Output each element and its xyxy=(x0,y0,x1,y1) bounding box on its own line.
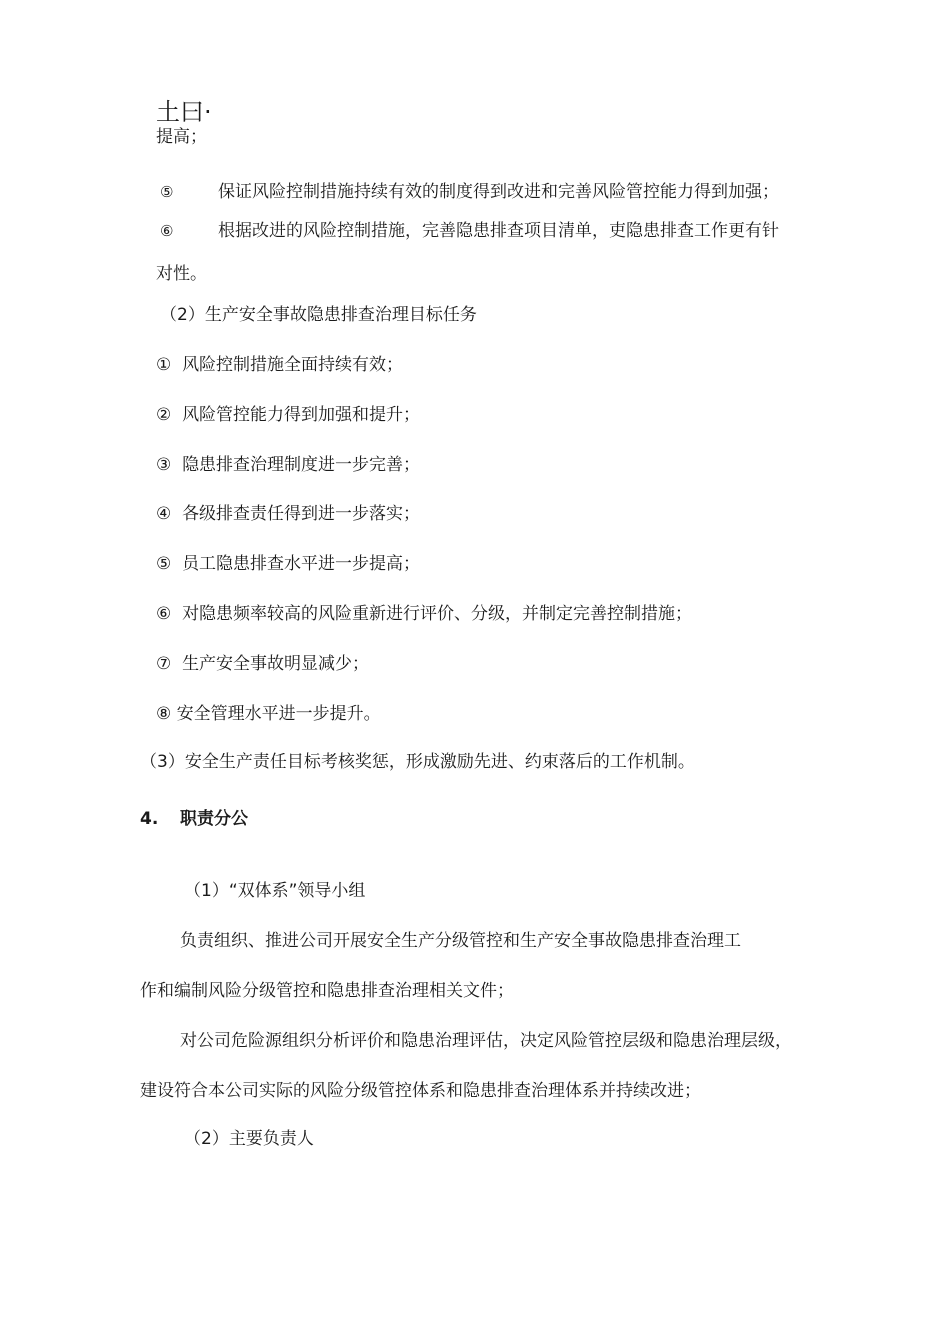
header-fragment: 土曰· xyxy=(156,98,212,126)
heading-number: 4. xyxy=(140,809,159,829)
section-title: （2）生产安全事故隐患排查治理目标任务 xyxy=(160,305,477,325)
subsection-title: （1）“双体系”领导小组 xyxy=(184,881,366,901)
goal-marker: ② xyxy=(156,405,172,425)
section-heading xyxy=(140,808,248,830)
goal-item xyxy=(156,503,420,525)
goal-marker: ④ xyxy=(156,504,172,524)
goal-item xyxy=(156,404,420,426)
goal-text: 各级排查责任得到进一步落实； xyxy=(182,504,421,524)
subsection-title: （2）主要负责人 xyxy=(184,1129,314,1149)
goal-item xyxy=(156,454,420,476)
goal-text: 风险控制措施全面持续有效； xyxy=(182,355,404,375)
goal-item xyxy=(156,603,692,625)
goal-text: 隐患排查治理制度进一步完善； xyxy=(182,455,421,475)
goal-item xyxy=(156,653,369,675)
list-marker: ⑥ xyxy=(160,222,174,240)
goal-text: 对隐患频率较高的风险重新进行评价、分级，并制定完善控制措施； xyxy=(182,604,693,624)
goal-item xyxy=(156,354,403,376)
continuation-text: 对性。 xyxy=(156,264,207,284)
list-item xyxy=(160,220,779,242)
section-text: （3）安全生产责任目标考核奖惩，形成激励先进、约束落后的工作机制。 xyxy=(140,752,695,772)
paragraph-line: 建设符合本公司实际的风险分级管控体系和隐患排查治理体系并持续改进； xyxy=(140,1081,701,1101)
goal-marker: ⑦ xyxy=(156,654,172,674)
list-item xyxy=(160,181,779,203)
goal-text: 生产安全事故明显减少； xyxy=(182,654,370,674)
continuation-text: 提高； xyxy=(156,127,207,147)
goal-marker: ① xyxy=(156,355,172,375)
list-item-text: 保证风险控制措施持续有效的制度得到改进和完善风险管控能力得到加强； xyxy=(218,182,779,202)
list-item-text: 根据改进的风险控制措施，完善隐患排查项目清单，吏隐患排查工作更有针 xyxy=(218,221,779,241)
goal-marker: ⑤ xyxy=(156,554,172,574)
paragraph-line: 作和编制风险分级管控和隐患排查治理相关文件； xyxy=(140,981,514,1001)
goal-marker: ③ xyxy=(156,455,172,475)
goal-text: 员工隐患排查水平进一步提高； xyxy=(182,554,421,574)
paragraph-line: 负责组织、推进公司开展安全生产分级管控和生产安全事故隐患排查治理工 xyxy=(180,931,741,951)
heading-title: 职责分公 xyxy=(180,809,248,829)
goal-marker: ⑥ xyxy=(156,604,172,624)
goal-item xyxy=(156,553,420,575)
goal-text: 风险管控能力得到加强和提升； xyxy=(182,405,421,425)
goal-item: ⑧ 安全管理水平进一步提升。 xyxy=(156,704,381,724)
paragraph-line: 对公司危险源组织分析评价和隐患治理评估，决定风险管控层级和隐患治理层级， xyxy=(180,1031,792,1051)
list-marker: ⑤ xyxy=(160,183,174,201)
